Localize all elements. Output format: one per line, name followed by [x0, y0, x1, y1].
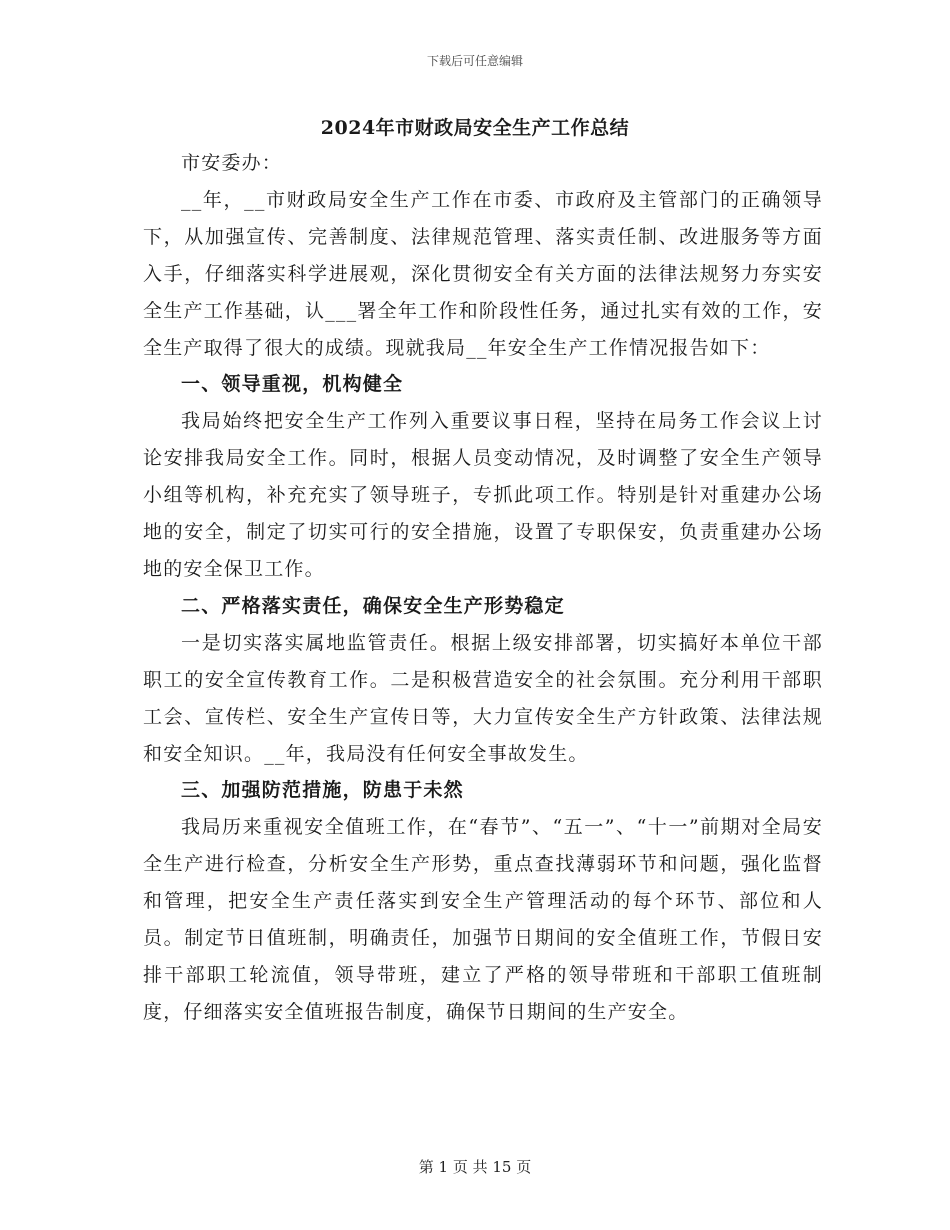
- section-heading: 一、领导重视，机构健全: [181, 373, 404, 396]
- section-heading: 二、严格落实责任，确保安全生产形势稳定: [181, 594, 565, 617]
- document-body: [143, 145, 823, 1031]
- intro-paragraph: __年，__市财政局安全生产工作在市委、市政府及主管部门的正确领导下，从加强宣传、完善制度、法律规范管理、落实责任制、改进服务等方面入手，仔细落实科学进展观，深化贯彻安全有关方面的法律法规努力夯实安全生产工作基础，认___署全年工作和阶段性任务，通过扎实有效的工作，安全生产取得了很大的成绩。现就我局__年安全生产工作情况报告如下：: [143, 188, 823, 359]
- section-heading: 三、加强防范措施，防患于未然: [181, 779, 464, 802]
- page-header-note: 下载后可任意编辑: [426, 54, 523, 68]
- page-number: 第 1 页 共 15 页: [418, 1158, 532, 1176]
- section-paragraph: 我局历来重视安全值班工作，在“春节”、“五一”、“十一”前期对全局安全生产进行检查，分析安全生产形势，重点查找薄弱环节和问题，强化监督和管理，把安全生产责任落实到安全生产管理活动的每个环节、部位和人员。制定节日值班制，明确责任，加强节日期间的安全值班工作，节假日安排干部职工轮流值，领导带班，建立了严格的领导带班和干部职工值班制度，仔细落实安全值班报告制度，确保节日期间的生产安全。: [143, 816, 823, 1023]
- salutation: 市安委办：: [181, 152, 283, 174]
- section-paragraph: 一是切实落实属地监管责任。根据上级安排部署，切实搞好本单位干部职工的安全宣传教育工作。二是积极营造安全的社会氛围。充分利用干部职工会、宣传栏、安全生产宣传日等，大力宣传安全生产方针政策、法律法规和安全知识。__年，我局没有任何安全事故发生。: [143, 631, 823, 765]
- section-paragraph: 我局始终把安全生产工作列入重要议事日程，坚持在局务工作会议上讨论安排我局安全工作。同时，根据人员变动情况，及时调整了安全生产领导小组等机构，补充充实了领导班子，专抓此项工作。特别是针对重建办公场地的安全，制定了切实可行的安全措施，设置了专职保安，负责重建办公场地的安全保卫工作。: [143, 410, 823, 580]
- document-title: 2024年市财政局安全生产工作总结: [320, 117, 630, 139]
